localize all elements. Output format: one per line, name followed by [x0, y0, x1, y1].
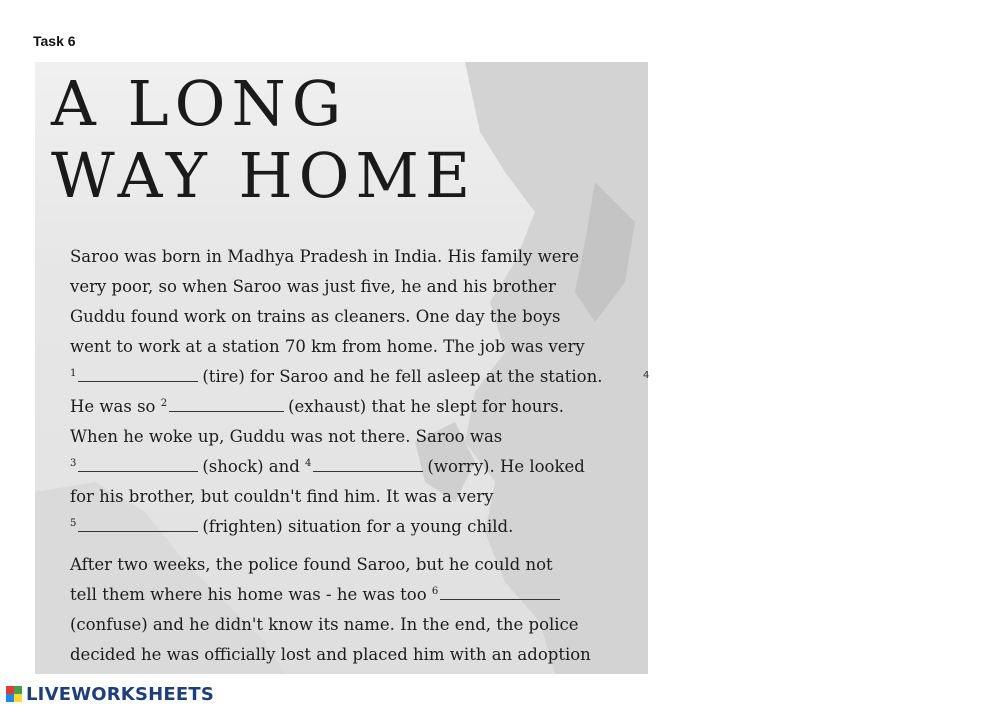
- story-line: went to work at a station 70 km from home. The job was very: [70, 337, 585, 356]
- gap-number: 1: [70, 367, 77, 379]
- paragraph-gap: [70, 542, 610, 550]
- logo-text: LIVEWORKSHEETS: [26, 683, 215, 705]
- story-line: Guddu found work on trains as cleaners. One day the boys: [70, 307, 561, 326]
- answer-blank-3[interactable]: [78, 457, 198, 472]
- story-line: [70, 452, 610, 482]
- story-line: decided he was officially lost and placed him with an adoption: [70, 645, 591, 664]
- story-line: (confuse) and he didn't know its name. In the end, the police: [70, 615, 579, 634]
- story-title: [51, 68, 476, 212]
- story-line-text: (frighten) situation for a young child.: [202, 517, 514, 536]
- liveworksheets-logo-icon: [6, 686, 22, 702]
- story-line-text: tell them where his home was - he was too: [70, 585, 427, 604]
- story-line: [70, 580, 610, 610]
- answer-blank-6[interactable]: [440, 585, 560, 600]
- answer-blank-5[interactable]: [78, 517, 198, 532]
- story-line: [70, 392, 610, 422]
- gap-number: 3: [70, 457, 77, 469]
- title-line-1: A LONG: [51, 67, 348, 140]
- task-label: Task 6: [33, 33, 76, 49]
- gap-number: 2: [160, 397, 168, 409]
- story-line: When he woke up, Guddu was not there. Saroo was: [70, 427, 503, 446]
- story-text: [70, 242, 610, 670]
- story-line-text: (exhaust) that he slept for hours.: [288, 397, 565, 416]
- title-line-2: WAY HOME: [51, 139, 477, 212]
- answer-blank-4[interactable]: [313, 457, 423, 472]
- gap-number: 6: [431, 585, 439, 597]
- story-line-text: (shock) and: [202, 457, 300, 476]
- answer-blank-1[interactable]: [78, 367, 198, 382]
- side-mark: 4: [643, 370, 650, 381]
- story-line-text: (tire) for Saroo and he fell asleep at the station.: [202, 367, 603, 386]
- answer-blank-2[interactable]: [169, 397, 284, 412]
- story-line: for his brother, but couldn't find him. It was a very: [70, 487, 494, 506]
- gap-number: 4: [305, 457, 312, 469]
- story-line: [70, 512, 610, 542]
- story-line-text: (worry). He looked: [427, 457, 585, 476]
- story-line: Saroo was born in Madhya Pradesh in India. His family were: [70, 247, 580, 266]
- story-line-text: He was so: [70, 397, 156, 416]
- worksheet-image: [35, 62, 648, 674]
- story-line: very poor, so when Saroo was just five, he and his brother: [70, 277, 556, 296]
- story-line: [70, 362, 610, 392]
- story-line: After two weeks, the police found Saroo, but he could not: [70, 555, 553, 574]
- gap-number: 5: [70, 517, 77, 529]
- liveworksheets-logo: [6, 684, 214, 704]
